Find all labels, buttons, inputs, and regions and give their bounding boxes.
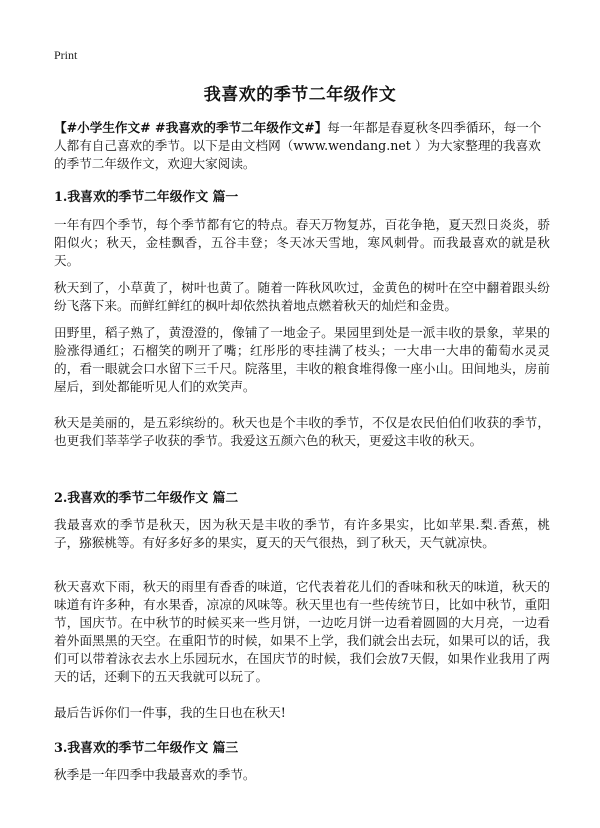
section-3-paragraph-1: 秋季是一年四季中我最喜欢的季节。 bbox=[54, 767, 256, 782]
section-2-paragraph-3: 最后告诉你们一件事，我的生日也在秋天! bbox=[54, 705, 286, 720]
section-1-heading: 1.我喜欢的季节二年级作文 篇一 bbox=[54, 190, 239, 205]
section-1-paragraph-3: 田野里，稻子熟了，黄澄澄的，像铺了一地金子。果园里到处是一派丰收的景象，苹果的脸涨得通红；石榴笑的咧开了嘴；红彤彤的枣挂满了枝头；一大串一大串的葡萄水灵灵的，看一眼就会口水留下三千尺。院落里，丰收的粮食堆得像一座小山。田间地头，房前屋后，到处都能听见人们的欢笑声。 bbox=[54, 325, 550, 394]
section-1-paragraph-4: 秋天是美丽的，是五彩缤纷的。秋天也是个丰收的季节，不仅是农民伯伯们收获的季节，也更我们莘莘学子收获的季节。我爱这五颜六色的秋天，更爱这丰收的秋天。 bbox=[54, 415, 550, 448]
section-2-paragraph-2: 秋天喜欢下雨，秋天的雨里有香香的味道，它代表着花儿们的香味和秋天的味道，秋天的味道有许多种，有水果香，凉凉的风味等。秋天里也有一些传统节日，比如中秋节，重阳节，国庆节。在中秋节的时候买来一些月饼，一边吃月饼一边看着圆圆的大月亮，一边看着外面黑黑的天空。在重阳节的时候，如果不上学，我们就会出去玩，如果可以的话，我们可以带着泳衣去水上乐园玩水，在国庆节的时候，我们会放7天假，如果作业我用了两天的话，还剩下的五天我就可以玩了。 bbox=[54, 579, 550, 684]
intro-paragraph bbox=[54, 119, 550, 173]
section-2-paragraph-1: 我最喜欢的季节是秋天，因为秋天是丰收的季节，有许多果实，比如苹果.梨.香蕉，桃子，猕猴桃等。有好多好多的果实，夏天的天气很热，到了秋天，天气就凉快。 bbox=[54, 517, 550, 550]
section-1-paragraph-2: 秋天到了，小草黄了，树叶也黄了。随着一阵秋风吹过，金黄色的树叶在空中翻着跟头纷纷飞落下来。而鲜红鲜红的枫叶却依然执着地点燃着秋天的灿烂和金贵。 bbox=[54, 280, 550, 313]
intro-tags: 【#小学生作文# #我喜欢的季节二年级作文#】 bbox=[54, 120, 328, 135]
section-2-heading: 2.我喜欢的季节二年级作文 篇二 bbox=[54, 491, 239, 506]
page-title: 我喜欢的季节二年级作文 bbox=[203, 85, 397, 105]
section-1-paragraph-1: 一年有四个季节，每个季节都有它的特点。春天万物复苏，百花争艳，夏天烈日炎炎，骄阳似火；秋天，金桂飘香，五谷丰登；冬天冰天雪地，寒风刺骨。而我最喜欢的就是秋天。 bbox=[54, 217, 550, 268]
print-link[interactable]: Print bbox=[54, 48, 78, 62]
intro-text: 每一年都是春夏秋冬四季循环，每一个人都有自己喜欢的季节。以下是由文档网（www.wendang.net ）为大家整理的我喜欢的季节二年级作文，欢迎大家阅读。 bbox=[54, 120, 542, 171]
section-3-heading: 3.我喜欢的季节二年级作文 篇三 bbox=[54, 741, 239, 756]
